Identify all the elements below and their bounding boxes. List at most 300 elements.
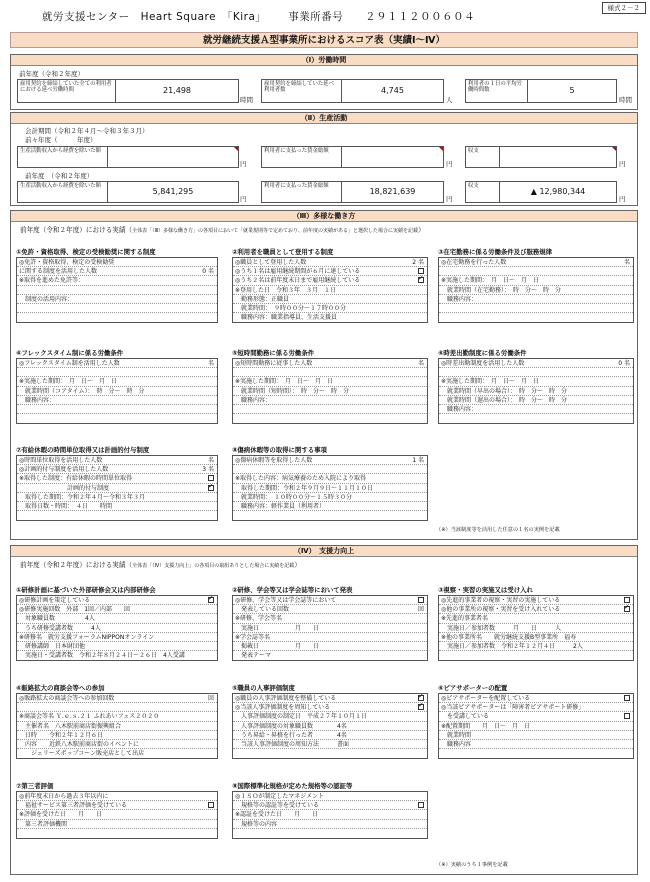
item-title: ②利用者を職員として登用する制度 [232,248,334,256]
entry-text: ジェリーズポップコーン販売店として出店 [19,750,145,758]
item-entry-box[interactable] [16,257,218,323]
entry-line[interactable] [439,377,633,386]
checkbox[interactable] [208,597,214,603]
entry-line[interactable] [17,286,217,295]
entry-line[interactable] [233,304,427,313]
s4-note: （※）実績のうち１事例を記載 [436,862,508,868]
count-value: 名 [417,360,424,367]
checkbox[interactable] [624,606,630,612]
entry-text: ◎研修、学会等又は学会誌等において [235,597,337,604]
entry-line[interactable] [17,474,217,483]
entry-line[interactable] [439,703,633,712]
entry-text: 勤務形態：正職員 [235,295,290,303]
intro-end: ） [294,561,301,569]
field-label: 生産活動収入から経費を除いた額 [18,147,108,167]
entry-text: ※取得した内容：病気療養のため入院により取得 [235,475,367,483]
prev-prev-year-label: 前々年度（ 年度） [25,136,97,144]
item-title: ⑤職員の人事評価制度 [232,684,295,692]
entry-line[interactable] [17,359,217,368]
pp-wages-field[interactable] [261,146,444,168]
entry-text: 取得した期間：令和２年９月９日～１１月１０日 [235,484,374,492]
item-entry-box[interactable] [232,455,428,521]
entry-text: に関する制度を活用した人数 [19,268,98,276]
entry-text: 職務内容： [19,396,56,404]
item-entry-box[interactable] [232,257,428,323]
entry-line[interactable] [17,368,217,377]
item-entry-box[interactable] [438,693,634,759]
item-entry-box[interactable] [16,595,218,661]
item-entry-box[interactable] [232,595,428,661]
item-entry-box[interactable] [16,455,218,521]
s3-item-i8 [232,446,428,521]
intro-end: ） [418,226,425,234]
s4-intro [20,561,301,569]
entry-text: ◎免許・資格取得、検定の受検勧奨 [19,259,115,266]
item-title: ⑥ピアサポーターの配置 [438,684,508,692]
section-title: （Ⅱ）生産活動 [11,113,637,124]
entry-line[interactable] [233,801,427,810]
entry-line[interactable] [17,405,217,414]
unit: 時間 [240,96,253,104]
entry-line[interactable] [439,368,633,377]
entry-line[interactable] [439,731,633,740]
p-balance-field[interactable] [465,181,617,203]
item-entry-box[interactable] [16,791,218,839]
entry-text: ※登用した日 令和３年 ３月 １日 [235,286,337,294]
section-title: （Ⅰ）労働時間 [11,55,637,66]
entry-line[interactable] [233,633,427,642]
p-wages-field[interactable] [261,181,444,203]
entry-line[interactable] [233,493,427,502]
entry-text: ◎フレックスタイム制を活用した人数 [19,360,120,367]
entry-line[interactable] [17,313,217,322]
entry-line[interactable] [233,276,427,285]
entry-line[interactable] [17,740,217,749]
entry-text: ※実施した期間： 月 日～ 月 日 [441,277,540,285]
entry-line[interactable] [17,703,217,712]
entry-text: を受講している [441,713,490,721]
entry-line[interactable] [439,295,633,304]
entry-text: 人事評価制度の制定日 平成２７年１０月１日 [235,713,368,721]
entry-text: うち昇給・昇格を行った者 4名 [235,731,347,739]
entry-line[interactable] [233,642,427,651]
item-title: ⑦第三者評価 [16,782,54,790]
header [42,11,493,24]
entry-line[interactable] [17,456,217,465]
s3-item-i5 [232,349,428,424]
checkbox[interactable] [624,695,630,701]
entry-text: 取得日数・時間： ４日 時間 [19,502,113,510]
entry-text: 職務内容：職業指導員、生活支援員 [235,314,338,322]
entry-line[interactable] [439,651,633,660]
entry-text: 内容 近鉄八木駅前商店街のイベントに [19,740,140,748]
entry-text: 職務内容： [441,405,478,413]
entry-text: ◎当該人事評価制度を周知している [235,704,331,712]
entry-line[interactable] [233,267,427,276]
intro-text: 前年度（令和２年度）における実績（ [20,561,133,569]
entry-line[interactable] [439,712,633,721]
entry-line[interactable] [17,484,217,493]
intro-text: 前年度（令和２年度）における実績（ [20,226,133,234]
entry-text: ◎職員として登用した人数 [235,259,307,266]
checkbox[interactable] [418,277,424,283]
entry-line[interactable] [233,502,427,511]
entry-text: ※認証を受けた日 月 日 [235,811,319,819]
entry-line[interactable] [233,694,427,703]
entry-text: 職務内容：軽作業員（利用者） [235,502,326,510]
entry-line[interactable] [233,731,427,740]
field-label: 利用者の１日の平均労働時間数 [466,80,528,102]
entry-text: ◎時差出勤制度を活用した人数 [441,360,525,367]
total-users-field[interactable] [261,79,444,103]
intro-note: 全体表「（Ⅲ）多様な働き方」の各項目において「就業規則等で定めており、前年度の実績がある」と選択した場合に実績を記載 [132,228,419,234]
entry-line[interactable] [17,267,217,276]
field-label: 利用者に支払った賃金総額 [262,147,342,167]
entry-line[interactable] [233,258,427,267]
checkbox[interactable] [208,485,214,491]
entry-line[interactable] [17,633,217,642]
entry-text: 発表テーマ [235,652,272,660]
entry-line[interactable] [439,396,633,405]
entry-line[interactable] [439,276,633,285]
item-entry-box[interactable] [16,358,218,424]
entry-line[interactable] [233,749,427,758]
unit: 時間 [619,96,632,104]
entry-text: ◎販路拡大の商談会等への参加回数 [19,695,115,702]
entry-text: ※学会誌等名 [235,633,271,641]
entry-text: 就業時間（在宅勤務）： 時 分～ 時 分 [441,286,562,294]
checkbox[interactable] [418,597,424,603]
entry-line[interactable] [233,359,427,368]
page-title: 就労継続支援Ａ型事業所におけるスコア表（実績Ⅰ～Ⅳ） [10,32,638,48]
entry-text: 規格等の内容 [235,820,278,828]
entry-line[interactable] [17,511,217,520]
entry-line[interactable] [17,792,217,801]
entry-line[interactable] [17,694,217,703]
entry-text: ◎他の事業所の視察・実習を受け入れている [441,606,561,614]
entry-text: 就業時間（短時間）： 時 分～ 時 分 [235,387,350,395]
entry-line[interactable] [233,810,427,819]
checkbox[interactable] [418,802,424,808]
field-value: 5 [569,86,575,95]
entry-line[interactable] [233,295,427,304]
entry-line[interactable] [439,313,633,322]
entry-line[interactable] [439,740,633,749]
entry-text: ◎ピアサポーターを配置している [441,695,531,702]
entry-line[interactable] [439,614,633,623]
entry-line[interactable] [17,749,217,758]
office-number: ２９１１２００６０４ [365,11,476,23]
item-entry-box[interactable] [232,358,428,424]
item-entry-box[interactable] [438,595,634,661]
entry-text: ◎傷病休暇等を取得した人数 [235,457,313,464]
entry-text: ※商談会等名 Ｙ.ｅ.ｓ.２１ ふれあいフェス２０２０ [19,713,160,721]
entry-line[interactable] [17,596,217,605]
entry-text: 就業時間： ９時００分～１７時００分 [235,304,347,312]
entry-line[interactable] [233,624,427,633]
entry-line[interactable] [233,605,427,614]
entry-text: ※配置期間 月 日～ 月 日 [441,722,531,730]
s4-item-i4 [16,684,218,759]
entry-text: 実施日／参加者数 月 日 人 [441,624,562,632]
entry-line[interactable] [233,614,427,623]
s3-item-i1 [16,248,218,323]
section-working-hours [10,54,638,110]
item-title: ③在宅勤務に係る労働条件及び服務規律 [438,248,553,256]
entry-line[interactable] [439,267,633,276]
item-title: ⑥時差出勤制度に係る労働条件 [438,349,527,357]
item-entry-box[interactable] [438,358,634,424]
entry-line[interactable] [233,820,427,829]
entry-text: ◎ＩＳＯが制定したマネジメント [235,793,325,800]
entry-line[interactable] [17,396,217,405]
entry-line[interactable] [439,642,633,651]
entry-line[interactable] [233,414,427,423]
entry-text: ※実施した期間： 月 日～ 月 日 [235,378,334,386]
entry-line[interactable] [17,258,217,267]
unit: 円 [240,195,247,203]
entry-line[interactable] [233,792,427,801]
entry-text: うち研修受講者数 4人 [19,624,101,632]
checkbox[interactable] [208,802,214,808]
s4-item-i1 [16,586,218,661]
entry-line[interactable] [233,511,427,520]
entry-line[interactable] [233,396,427,405]
entry-text: ◎計画的付与制度を活用した人数 [19,466,109,474]
entry-text: ◎在宅勤務を行った人数 [441,259,507,266]
entry-text: ※取得した制度：有給休暇の時間単位取得 [19,475,133,483]
entry-line[interactable] [233,387,427,396]
center-name: 就労支援センター Heart Square 「Kira」 [42,11,267,23]
entry-text: ◎職員の人事評価制度を整備している [235,695,337,702]
s3-item-i6 [438,349,634,424]
entry-line[interactable] [233,286,427,295]
entry-text: ◎研修計画を策定している [19,597,91,604]
pp-balance-field[interactable] [465,146,617,168]
comment-marker [439,147,443,151]
entry-line[interactable] [17,829,217,838]
section-title: （Ⅳ） 支援力向上 [11,546,637,557]
count-value: 名 [207,360,214,367]
entry-line[interactable] [439,258,633,267]
prev-year-label: 前年度 （令和２年度） [25,172,94,180]
entry-text: 職務内容： [441,295,478,303]
entry-line[interactable] [17,820,217,829]
entry-line[interactable] [233,474,427,483]
entry-line[interactable] [17,276,217,285]
checkbox[interactable] [418,268,424,274]
entry-line[interactable] [233,456,427,465]
entry-line[interactable] [233,484,427,493]
entry-text: 就業時間（早出の場合）： 時 分～ 時 分 [441,387,568,395]
entry-text: ※実施した期間： 月 日～ 月 日 [441,378,540,386]
entry-text: 対象職員数 4人 [19,615,95,623]
entry-text: 当該人事評価制度の周知方法 書面 [235,740,350,748]
entry-line[interactable] [17,465,217,474]
entry-text: 制度の活用内容： [19,295,74,303]
entry-line[interactable] [17,605,217,614]
entry-line[interactable] [439,359,633,368]
entry-line[interactable] [17,712,217,721]
entry-line[interactable] [233,405,427,414]
entry-text: ◎当該ピアサポーターは「障害者ピアサポート研修」 [441,704,585,712]
entry-line[interactable] [233,651,427,660]
entry-line[interactable] [439,749,633,758]
entry-text: 実施日／参加者数 令和２年１２月４日 2人 [441,642,583,650]
count-value: 1 名 [412,457,424,464]
count-value: 名 [623,259,630,266]
unit: 円 [240,160,247,168]
entry-line[interactable] [439,624,633,633]
item-title: ⑧国際標準化規格が定めた規格等の認証等 [232,782,353,790]
field-value: 21,498 [163,86,191,95]
entry-text: 第三者評価機関 [19,820,68,828]
entry-text: 人事評価制度の対象職員数 4名 [235,722,347,730]
entry-text: 就業時間 [441,731,472,739]
entry-line[interactable] [17,624,217,633]
field-value: ▲ 12,980,344 [530,187,586,196]
s4-item-i7 [16,782,218,839]
unit: 円 [619,195,626,203]
entry-text: ※研修名 就労支援フォーラムNIPPONオンライン [19,633,155,641]
entry-text: 福祉サービス第三者評価を受けている [19,802,128,810]
entry-text: ◎時間単位取得を活用した人数 [19,457,103,464]
item-entry-box[interactable] [232,791,428,839]
item-entry-box[interactable] [16,693,218,759]
entry-line[interactable] [233,313,427,322]
entry-line[interactable] [233,712,427,721]
count-value: 2 名 [412,259,424,266]
entry-line[interactable] [233,596,427,605]
field-value [500,147,616,167]
entry-text: 職務内容： [235,396,272,404]
checkbox[interactable] [418,695,424,701]
field-value [342,147,443,167]
field-label: 雇用契約を締結していた延べ利用者数 [262,80,342,102]
entry-line[interactable] [17,801,217,810]
s4-item-i6 [438,684,634,759]
intro-note: 全体表「（Ⅳ）支援力向上」の各項目の取組ありとした場合に実績を記載 [132,563,295,569]
entry-line[interactable] [17,304,217,313]
item-title: ②研修、学会等又は学会誌等において発表 [232,586,353,594]
checkbox[interactable] [624,713,630,719]
checkbox[interactable] [208,475,214,481]
count-value: 0 名 [618,360,630,367]
entry-text: ◎研修実施回数 外部 1回／内部 回 [19,606,131,614]
entry-line[interactable] [439,387,633,396]
entry-line[interactable] [233,465,427,474]
field-label: 収支 [466,182,500,202]
field-label: 収支 [466,147,500,167]
entry-line[interactable] [17,377,217,386]
entry-text: 規格等の認証等を受けている [235,802,320,810]
entry-text: 実施日・受講者数 令和２年８月２４日～２６日 4人受講 [19,652,185,660]
entry-line[interactable] [17,731,217,740]
entry-line[interactable] [17,651,217,660]
entry-line[interactable] [439,633,633,642]
unit: 人 [446,96,453,104]
entry-text: ◎先進的事業者の視察・実習の実施している [441,597,561,604]
entry-text: ◎短時間勤務に従事した人数 [235,360,313,367]
entry-line[interactable] [17,502,217,511]
avg-hours-field[interactable] [465,79,617,103]
entry-text: 取得した期間：令和２年４月～令和３年３月 [19,493,146,501]
entry-line[interactable] [439,694,633,703]
entry-line[interactable] [17,295,217,304]
total-hours-field[interactable] [17,79,239,103]
year-label: 前年度（令和２年度） [19,70,84,78]
field-label: 雇用契約を締結していた全ての利用者における延べ労働時間 [18,80,116,102]
entry-line[interactable] [17,722,217,731]
entry-text: ◎前年度末日から過去３年以内に [19,793,109,800]
item-title: ⑧傷病休暇等の取得に関する事項 [232,446,327,454]
section-production [10,112,638,206]
entry-line[interactable] [439,304,633,313]
entry-line[interactable] [17,493,217,502]
count-value: 名 [207,457,214,464]
entry-line[interactable] [233,829,427,838]
entry-text: ※先進的事業者名 [441,615,489,623]
entry-line[interactable] [233,377,427,386]
entry-line[interactable] [439,722,633,731]
s4-item-i2 [232,586,428,661]
item-entry-box[interactable] [438,257,634,323]
entry-line[interactable] [17,387,217,396]
unit: 円 [446,160,453,168]
checkbox[interactable] [624,597,630,603]
entry-line[interactable] [17,810,217,819]
field-value: 5,841,295 [152,187,194,196]
item-title: ①免許・資格取得、検定の受検勧奨に関する制度 [16,248,156,256]
entry-text: ◎うち１名は雇用継続期間が６月に達している [235,268,361,276]
entry-line[interactable] [233,703,427,712]
entry-text: 実施日 月 日 [235,624,320,632]
item-title: ⑤短時間勤務に係る労働条件 [232,349,315,357]
entry-line[interactable] [17,642,217,651]
entry-line[interactable] [233,740,427,749]
accounting-period: 会計期間（令和２年４月～令和３年３月） [25,127,149,135]
entry-line[interactable] [439,414,633,423]
entry-text: 発表している回数 [235,606,290,614]
p-income-field[interactable] [17,181,239,203]
entry-line[interactable] [17,614,217,623]
entry-line[interactable] [233,722,427,731]
s4-item-i8 [232,782,428,839]
comment-marker [234,147,238,151]
count-value: 0 名 [202,268,214,276]
entry-line[interactable] [439,286,633,295]
entry-line[interactable] [439,605,633,614]
comment-marker [612,147,616,151]
s4-item-i3 [438,586,634,661]
entry-line[interactable] [17,414,217,423]
s3-note: （※）当該制度等を活用した任意の１名の実例を記載 [436,527,560,533]
s3-intro [20,226,425,234]
entry-line[interactable] [439,405,633,414]
entry-text: 就業時間（コアタイム）： 時 分～ 時 分 [19,387,145,395]
entry-line[interactable] [233,368,427,377]
checkbox[interactable] [418,704,424,710]
item-title: ⑦有給休暇の時間単位取得又は計画的付与制度 [16,446,150,454]
entry-text: 掲載日 月 日 [235,642,320,650]
item-entry-box[interactable] [232,693,428,759]
section-title: （Ⅲ）多様な働き方 [11,211,637,222]
entry-line[interactable] [439,596,633,605]
entry-text: ※実施した期間： 月 日～ 月 日 [19,378,118,386]
entry-text: 計画的付与制度 [19,484,110,492]
pp-income-field[interactable] [17,146,239,168]
item-title: ④販路拡大の商談会等への参加 [16,684,105,692]
